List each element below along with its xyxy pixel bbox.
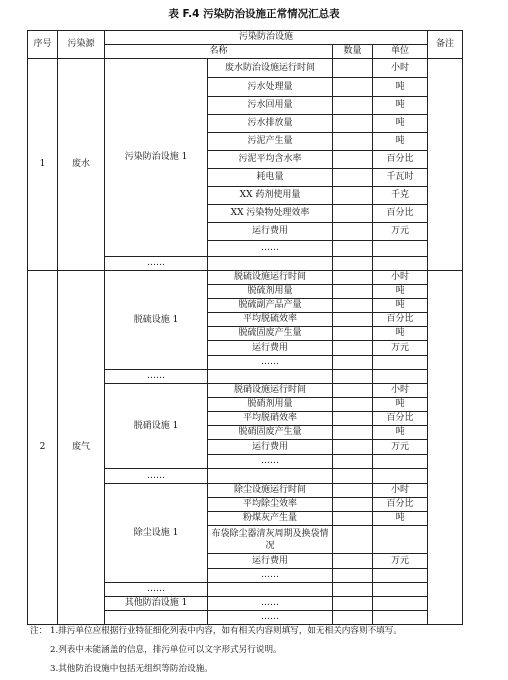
item-unit: 百分比 <box>373 412 428 426</box>
item-unit: 万元 <box>373 223 428 241</box>
item-name: 运行费用 <box>208 440 333 455</box>
item-unit: 百分比 <box>373 498 428 512</box>
item-qty <box>333 455 373 469</box>
item-qty <box>333 97 373 115</box>
item-unit: 吨 <box>373 285 428 299</box>
item-name: 运行费用 <box>208 554 333 569</box>
item-name: 污泥产生量 <box>208 133 333 151</box>
header-seq: 序号 <box>28 31 58 59</box>
item-name: 平均脱硫效率 <box>208 313 333 327</box>
notes-label: 注： <box>30 626 48 636</box>
item-qty <box>333 384 373 398</box>
item-name: …… <box>208 455 333 469</box>
item-unit: 万元 <box>373 341 428 356</box>
item-unit: 百分比 <box>373 313 428 327</box>
item-unit: 小时 <box>373 271 428 285</box>
item-qty <box>333 398 373 412</box>
item-qty <box>333 59 373 78</box>
facility-cell: 脱硫设施 1 <box>105 271 208 370</box>
item-qty <box>333 554 373 569</box>
item-qty <box>333 299 373 313</box>
item-unit: 千克 <box>373 187 428 205</box>
item-name <box>208 257 333 271</box>
item-qty <box>333 569 373 583</box>
item-qty <box>333 271 373 285</box>
item-unit: 万元 <box>373 554 428 569</box>
item-name: XX 药剂使用量 <box>208 187 333 205</box>
item-unit <box>373 370 428 384</box>
source-cell: 废气 <box>58 271 105 625</box>
header-qty: 数量 <box>333 45 373 59</box>
facility-more: …… <box>105 469 208 484</box>
item-unit: 吨 <box>373 97 428 115</box>
item-name: 脱硝设施运行时间 <box>208 384 333 398</box>
item-qty <box>333 327 373 341</box>
item-qty <box>333 341 373 356</box>
item-name: 污泥平均含水率 <box>208 151 333 169</box>
item-unit: 百分比 <box>373 151 428 169</box>
header-name: 名称 <box>105 45 333 59</box>
note-text: 2.列表中未能涵盖的信息，排污单位可以文字形式另行说明。 <box>50 645 282 655</box>
item-qty <box>333 285 373 299</box>
item-qty <box>333 440 373 455</box>
header-row-1 <box>28 31 463 45</box>
item-unit: 万元 <box>373 440 428 455</box>
item-name: …… <box>208 241 333 257</box>
item-unit: 吨 <box>373 133 428 151</box>
item-name <box>208 583 333 597</box>
item-qty <box>333 597 373 611</box>
item-qty <box>333 223 373 241</box>
source-cell: 废水 <box>58 59 105 271</box>
item-name: 粉煤灰产生量 <box>208 512 333 526</box>
item-unit: 吨 <box>373 78 428 97</box>
item-qty <box>333 370 373 384</box>
item-qty <box>333 78 373 97</box>
header-unit: 单位 <box>373 45 428 59</box>
facility-cell: 其他防治设施 1 <box>105 597 208 611</box>
table-row <box>28 59 463 78</box>
note-line <box>30 622 490 641</box>
remark-cell <box>428 271 463 625</box>
item-unit: 吨 <box>373 299 428 313</box>
item-qty <box>333 426 373 440</box>
item-name: 运行费用 <box>208 341 333 356</box>
facility-cell: 除尘设施 1 <box>105 484 208 583</box>
item-qty <box>333 241 373 257</box>
item-name: 脱硝固废产生量 <box>208 426 333 440</box>
item-qty <box>333 115 373 133</box>
item-name: 污水排放量 <box>208 115 333 133</box>
item-name: 脱硫剂用量 <box>208 285 333 299</box>
item-qty <box>333 313 373 327</box>
item-unit <box>373 526 428 554</box>
item-name: …… <box>208 597 333 611</box>
item-name: 废水防治设施运行时间 <box>208 59 333 78</box>
header-source: 污染源 <box>58 31 105 59</box>
item-unit: 小时 <box>373 484 428 498</box>
item-qty <box>333 257 373 271</box>
facility-more: …… <box>105 583 208 597</box>
item-name: 脱硫副产品产量 <box>208 299 333 313</box>
item-name <box>208 370 333 384</box>
summary-table <box>27 30 463 625</box>
item-unit: 小时 <box>373 384 428 398</box>
item-unit <box>373 597 428 611</box>
header-remark: 备注 <box>428 31 463 59</box>
facility-more: …… <box>105 370 208 384</box>
table-row <box>28 271 463 285</box>
item-qty <box>333 484 373 498</box>
item-name: 污水回用量 <box>208 97 333 115</box>
item-unit: 吨 <box>373 398 428 412</box>
note-line <box>30 641 490 660</box>
item-unit <box>373 583 428 597</box>
item-name: …… <box>208 569 333 583</box>
facility-cell: 脱硝设施 1 <box>105 384 208 469</box>
item-unit <box>373 469 428 484</box>
item-unit <box>373 257 428 271</box>
item-unit: 小时 <box>373 59 428 78</box>
item-name: 污水处理量 <box>208 78 333 97</box>
item-name: 运行费用 <box>208 223 333 241</box>
item-unit: 百分比 <box>373 205 428 223</box>
item-unit: 吨 <box>373 426 428 440</box>
item-unit: 吨 <box>373 512 428 526</box>
item-name <box>208 469 333 484</box>
seq-cell: 1 <box>28 59 58 271</box>
table-title: 表 F.4 污染防治设施正常情况汇总表 <box>168 8 340 20</box>
item-name: 除尘设施运行时间 <box>208 484 333 498</box>
item-name: 脱硝剂用量 <box>208 398 333 412</box>
item-name: …… <box>208 611 333 625</box>
header-facility: 污染防治设施 <box>105 31 428 45</box>
item-name: 耗电量 <box>208 169 333 187</box>
item-name: 脱硫设施运行时间 <box>208 271 333 285</box>
item-unit <box>373 356 428 370</box>
item-qty <box>333 526 373 554</box>
item-qty <box>333 583 373 597</box>
item-name: 布袋除尘器清灰周期及换袋情况 <box>208 526 333 554</box>
item-qty <box>333 151 373 169</box>
item-name: 平均除尘效率 <box>208 498 333 512</box>
note-text: 3.其他防治设施中包括无组织等防治设施。 <box>50 664 213 674</box>
item-qty <box>333 169 373 187</box>
facility-more: …… <box>105 257 208 271</box>
facility-cell: 污染防治设施 1 <box>105 59 208 257</box>
item-unit: 吨 <box>373 327 428 341</box>
item-unit: 千瓦时 <box>373 169 428 187</box>
remark-cell <box>428 59 463 271</box>
item-qty <box>333 498 373 512</box>
notes <box>30 622 490 679</box>
item-name: XX 污染物处理效率 <box>208 205 333 223</box>
item-unit <box>373 241 428 257</box>
note-line <box>30 660 490 679</box>
item-name: …… <box>208 356 333 370</box>
item-name: 脱硫固废产生量 <box>208 327 333 341</box>
item-qty <box>333 187 373 205</box>
item-qty <box>333 412 373 426</box>
note-text: 1.排污单位应根据行业特征细化列表中内容，如有相关内容则填写，如无相关内容则不填写。 <box>50 626 402 636</box>
item-qty <box>333 512 373 526</box>
item-name: 平均脱硝效率 <box>208 412 333 426</box>
item-qty <box>333 469 373 484</box>
item-qty <box>333 133 373 151</box>
item-unit: 吨 <box>373 115 428 133</box>
item-qty <box>333 205 373 223</box>
item-unit <box>373 455 428 469</box>
seq-cell: 2 <box>28 271 58 625</box>
item-qty <box>333 356 373 370</box>
item-unit <box>373 569 428 583</box>
